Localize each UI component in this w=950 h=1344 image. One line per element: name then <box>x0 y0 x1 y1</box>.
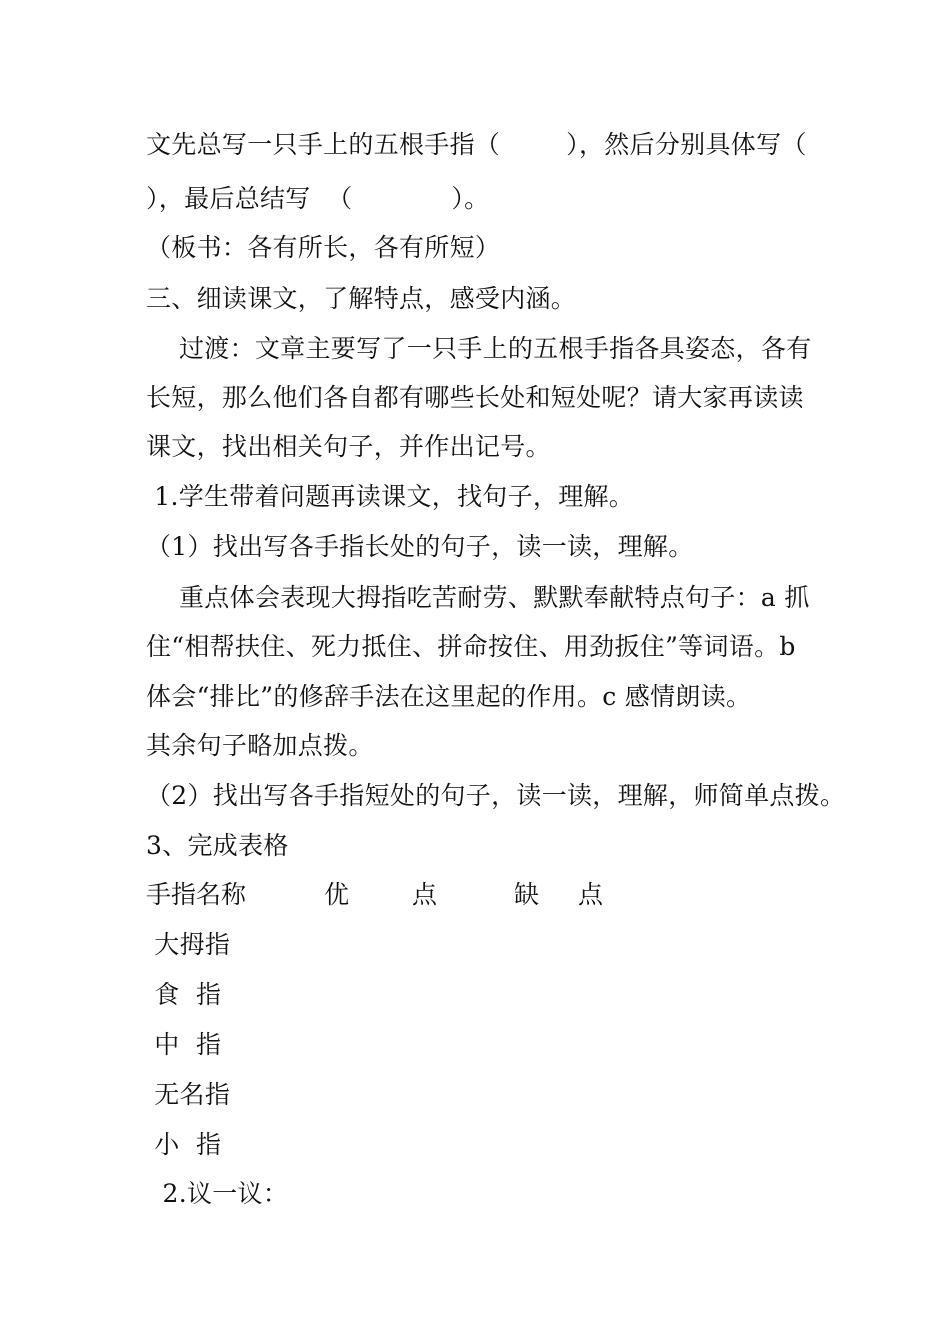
text-line-2: ），最后总结写 （ ）。 <box>146 184 490 213</box>
text-line-15: 3、完成表格 <box>146 831 289 860</box>
section-heading-3: 三、细读课文，了解特点，感受内涵。 <box>146 284 577 313</box>
discussion-heading: 2.议一议： <box>146 1179 289 1208</box>
table-row-ring: 无名指 <box>146 1080 231 1109</box>
table-header-pros-1: 优 <box>324 880 350 909</box>
text-line-8: 1.学生带着问题再读课文，找句子，理解。 <box>146 482 635 511</box>
text-line-11: 住“相帮扶住、死力抵住、拼命按住、用劲扳住”等词语。b <box>146 632 796 661</box>
text-line-10: 重点体会表现大拇指吃苦耐劳、默默奉献特点句子：a 抓 <box>146 583 810 612</box>
table-header-finger-name: 手指名称 <box>146 880 247 909</box>
text-line-1: 文先总写一只手上的五根手指（ ），然后分别具体写（ <box>146 130 807 159</box>
text-line-14: （2）找出写各手指短处的句子，读一读，理解，师简单点拨。 <box>146 781 846 810</box>
table-row-index: 食 指 <box>146 980 222 1009</box>
text-line-13: 其余句子略加点拨。 <box>146 731 374 760</box>
table-header-cons-1: 缺 <box>514 880 540 909</box>
table-row-middle: 中 指 <box>146 1030 222 1059</box>
text-line-6: 长短，那么他们各自都有哪些长处和短处呢？请大家再读读 <box>146 383 804 412</box>
table-header-cons-2: 点 <box>578 880 604 909</box>
table-header-pros-2: 点 <box>412 880 438 909</box>
table-row-little: 小 指 <box>146 1130 222 1159</box>
text-line-7: 课文，找出相关句子，并作出记号。 <box>146 432 551 461</box>
table-header-row <box>146 878 826 912</box>
table-row-thumb: 大拇指 <box>146 930 231 959</box>
text-line-5: 过渡：文章主要写了一只手上的五根手指各具姿态，各有 <box>146 334 812 363</box>
text-line-3: （板书：各有所长，各有所短） <box>146 233 501 262</box>
text-line-12: 体会“排比”的修辞手法在这里起的作用。c 感情朗读。 <box>146 682 752 711</box>
text-line-9: （1）找出写各手指长处的句子，读一读，理解。 <box>146 532 694 561</box>
